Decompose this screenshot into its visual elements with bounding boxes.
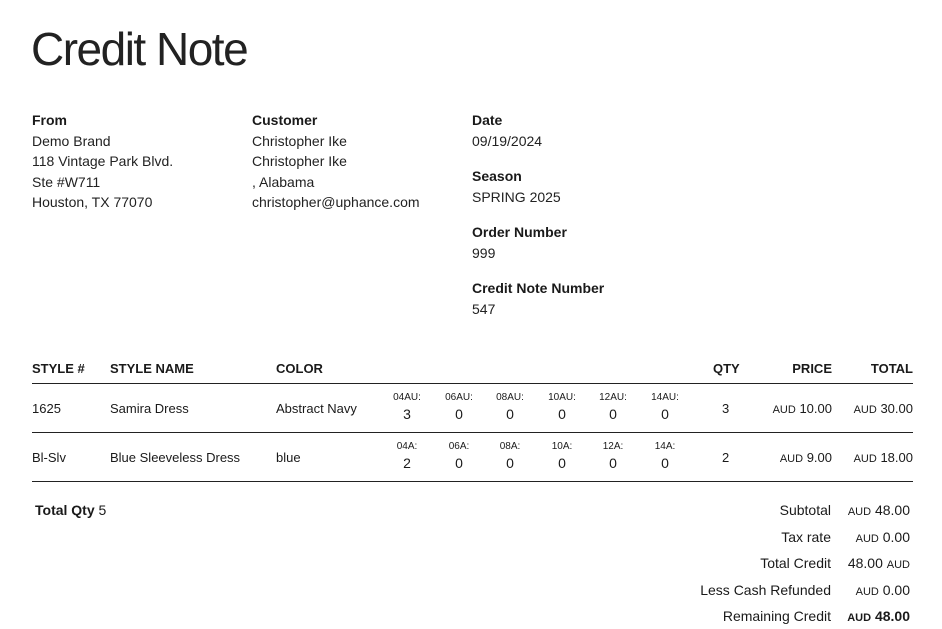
size-qty: 0 [506, 406, 514, 422]
from-line: Demo Brand [32, 132, 111, 149]
size-cell [387, 441, 427, 473]
date-label: Date [472, 112, 503, 128]
size-label: 06A: [448, 441, 470, 452]
size-qty: 0 [661, 406, 669, 422]
size-cell [490, 392, 530, 424]
meta-block [472, 110, 604, 334]
cash-refunded-value [856, 582, 910, 598]
remaining-credit-label: Remaining Credit [722, 608, 831, 624]
remaining-credit-amount: 48.00 [874, 608, 910, 624]
from-label: From [32, 112, 67, 128]
credit-note-number-value: 547 [472, 300, 496, 317]
row-qty: 2 [722, 450, 730, 465]
cash-refunded-label: Less Cash Refunded [700, 582, 831, 598]
size-label: 14AU: [651, 392, 679, 403]
from-block [32, 110, 173, 213]
header-price: PRICE [792, 361, 832, 376]
total-qty [35, 502, 106, 518]
header-color: COLOR [276, 361, 323, 376]
subtotal-currency: AUD [847, 506, 872, 518]
size-cell [387, 392, 427, 424]
size-qty: 3 [403, 406, 411, 422]
order-number-value: 999 [472, 244, 496, 261]
size-qty: 0 [455, 455, 463, 471]
row-price [773, 401, 832, 416]
header-qty: QTY [713, 361, 740, 376]
row-style-name: Blue Sleeveless Dress [110, 450, 241, 465]
credit-note-number-label: Credit Note Number [472, 280, 605, 296]
tax-label: Tax rate [781, 529, 831, 545]
date-value: 09/19/2024 [472, 132, 543, 149]
price-currency: AUD [779, 453, 804, 465]
size-label: 14A: [654, 441, 676, 452]
tax-amount: 0.00 [882, 529, 910, 545]
total-amount: 18.00 [880, 450, 913, 465]
page-title: Credit Note [31, 23, 248, 75]
season-label: Season [472, 168, 522, 184]
season-group [472, 166, 604, 207]
remaining-credit-line [600, 608, 910, 629]
row-total [854, 401, 913, 416]
date-group [472, 110, 604, 151]
tax-line [600, 529, 910, 551]
total-currency: AUD [853, 404, 877, 416]
size-qty: 2 [403, 455, 411, 471]
season-value: SPRING 2025 [472, 188, 561, 205]
row-style-name: Samira Dress [110, 401, 189, 416]
size-label: 06AU: [445, 392, 473, 403]
total-credit-line [600, 555, 910, 577]
subtotal-label: Subtotal [779, 502, 831, 518]
customer-line: Christopher Ike [252, 132, 347, 149]
subtotal-line [600, 502, 910, 524]
size-label: 04A: [396, 441, 418, 452]
from-line: Ste #W711 [32, 173, 101, 190]
total-credit-amount: 48.00 [847, 555, 883, 571]
remaining-credit-currency: AUD [847, 612, 872, 624]
size-label: 12AU: [599, 392, 627, 403]
size-label: 04AU: [393, 392, 421, 403]
row-style: Bl-Slv [32, 450, 66, 465]
header-style: STYLE # [32, 361, 85, 376]
size-cell [439, 441, 479, 473]
cash-refunded-line [600, 582, 910, 604]
size-cell [490, 441, 530, 473]
total-credit-value [848, 555, 910, 571]
tax-value [856, 529, 910, 545]
table-row [32, 384, 913, 433]
total-qty-value: 5 [98, 502, 107, 518]
size-qty: 0 [558, 406, 566, 422]
subtotal-amount: 48.00 [874, 502, 910, 518]
total-credit-label: Total Credit [760, 555, 831, 571]
price-amount: 10.00 [799, 401, 832, 416]
size-qty: 0 [609, 455, 617, 471]
size-cell [645, 441, 685, 473]
size-label: 10AU: [548, 392, 576, 403]
size-qty: 0 [506, 455, 514, 471]
size-qty: 0 [455, 406, 463, 422]
remaining-credit-value [847, 608, 910, 624]
size-label: 12A: [602, 441, 624, 452]
size-qty: 0 [661, 455, 669, 471]
from-line: Houston, TX 77070 [32, 194, 153, 210]
size-cell [593, 441, 633, 473]
cash-refunded-currency: AUD [855, 586, 879, 598]
total-currency: AUD [853, 453, 877, 465]
size-cell [645, 392, 685, 424]
size-label: 08AU: [496, 392, 524, 403]
size-qty: 0 [609, 406, 617, 422]
subtotal-value [848, 502, 910, 518]
customer-email: christopher@uphance.com [252, 194, 420, 210]
total-qty-label: Total Qty [35, 502, 95, 518]
header-style-name: STYLE NAME [110, 361, 194, 376]
size-cell [542, 441, 582, 473]
row-qty: 3 [722, 401, 730, 416]
order-number-group [472, 222, 604, 263]
size-label: 10A: [551, 441, 573, 452]
customer-line: , Alabama [252, 173, 315, 190]
table-row [32, 433, 913, 482]
total-amount: 30.00 [880, 401, 913, 416]
total-credit-currency: AUD [886, 559, 910, 571]
row-style: 1625 [32, 401, 61, 416]
header-total: TOTAL [870, 361, 913, 376]
customer-line: Christopher Ike [252, 153, 347, 169]
cash-refunded-amount: 0.00 [882, 582, 910, 598]
tax-currency: AUD [855, 533, 879, 545]
customer-label: Customer [252, 112, 318, 128]
size-label: 08A: [499, 441, 521, 452]
size-cell [593, 392, 633, 424]
row-total [854, 450, 913, 465]
customer-block [252, 110, 420, 213]
price-amount: 9.00 [806, 450, 832, 465]
size-cell [439, 392, 479, 424]
price-currency: AUD [772, 404, 796, 416]
row-color: blue [276, 450, 301, 465]
table-header [32, 356, 913, 384]
size-cell [542, 392, 582, 424]
row-color: Abstract Navy [276, 401, 357, 416]
order-number-label: Order Number [472, 224, 567, 240]
size-qty: 0 [558, 455, 566, 471]
line-items-table [32, 356, 913, 482]
credit-note-number-group [472, 278, 604, 319]
row-price [780, 450, 832, 465]
from-line: 118 Vintage Park Blvd. [32, 153, 174, 169]
